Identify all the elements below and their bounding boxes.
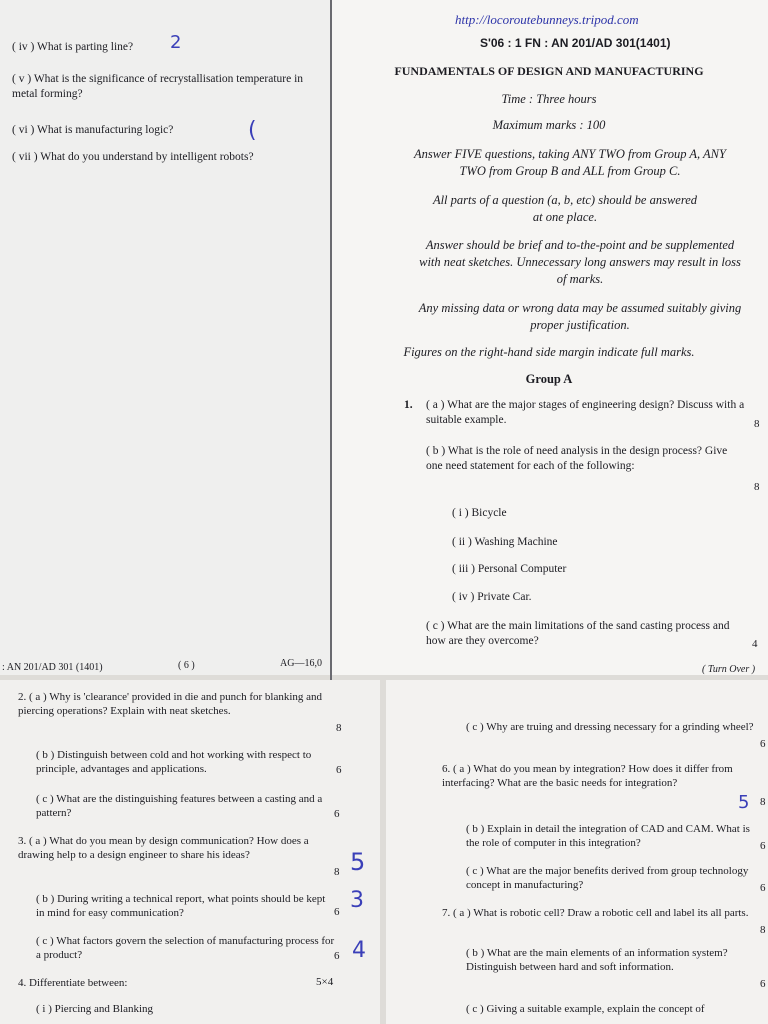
marks: 8 <box>760 796 766 808</box>
handwritten-mark: ( <box>248 118 257 143</box>
time-allowed: Time : Three hours <box>501 92 597 106</box>
handwritten-score: 5 <box>738 792 750 813</box>
question-1a: ( a ) What are the major stages of engineering design? Discuss with a suitable example. <box>426 399 745 426</box>
marks: 6 <box>334 808 340 820</box>
instruction-2: All parts of a question (a, b, etc) should be answered at one place. <box>432 193 698 224</box>
handwritten-url: http://locoroutebunneys.tripod.com <box>455 12 639 27</box>
marks: 5×4 <box>316 976 334 988</box>
question-1b: ( b ) What is the role of need analysis in the design process? Give one need statement for each of the following: <box>426 445 728 472</box>
handwritten-mark: 2 <box>170 32 182 53</box>
instruction-1: Answer FIVE questions, taking ANY TWO from Group A, ANY TWO from Group B and ALL from Group C. <box>414 147 726 178</box>
footer-code: : AN 201/AD 301 (1401) <box>2 662 103 673</box>
marks: 8 <box>754 418 760 430</box>
question-6c: ( c ) What are the major benefits derived from group technology concept in manufacturing? <box>466 865 749 891</box>
marks: 6 <box>760 738 766 750</box>
paper-title: FUNDAMENTALS OF DESIGN AND MANUFACTURING <box>394 64 704 78</box>
group-a-heading: Group A <box>525 372 573 386</box>
option-iv: ( iv ) Private Car. <box>452 591 532 603</box>
marks: 6 <box>336 764 342 776</box>
option-iii: ( iii ) Personal Computer <box>452 563 567 575</box>
question-2b: ( b ) Distinguish between cold and hot working with respect to principle, advantages and applications. <box>36 749 312 775</box>
marks: 8 <box>334 866 340 878</box>
bottom-left-page <box>0 680 380 1024</box>
option-i: ( i ) Bicycle <box>452 507 507 519</box>
page-fold-divider <box>330 0 332 680</box>
marks: 6 <box>760 840 766 852</box>
turn-over: ( Turn Over ) <box>702 664 756 675</box>
bottom-right-page <box>386 680 768 1024</box>
top-right-page <box>330 0 768 675</box>
question-5c: ( c ) Why are truing and dressing necessary for a grinding wheel? <box>466 721 754 733</box>
marks: 6 <box>334 950 340 962</box>
marks: 8 <box>754 481 760 493</box>
question-7c: ( c ) Giving a suitable example, explain the concept of <box>466 1003 705 1015</box>
question-1-number: 1. <box>404 399 413 411</box>
question-7a: 7. ( a ) What is robotic cell? Draw a robotic cell and label its all parts. <box>442 907 749 919</box>
instruction-4: Any missing data or wrong data may be assumed suitably giving proper justification. <box>418 301 742 332</box>
instruction-3: Answer should be brief and to-the-point and be supplemented with neat sketches. Unnecessary long answers may result in loss of marks. <box>419 238 741 286</box>
question-2c: ( c ) What are the distinguishing features between a casting and a pattern? <box>36 793 323 819</box>
marks: 6 <box>760 882 766 894</box>
marks: 6 <box>760 978 766 990</box>
question-7b: ( b ) What are the main elements of an information system? Distinguish between hard and soft information. <box>466 947 728 973</box>
marks: 4 <box>752 638 758 650</box>
marks: 8 <box>336 722 342 734</box>
instruction-5: Figures on the right-hand side margin indicate full marks. <box>403 345 695 359</box>
question-vi: ( vi ) What is manufacturing logic? <box>12 124 174 136</box>
maximum-marks: Maximum marks : 100 <box>492 118 606 132</box>
question-4-i: ( i ) Piercing and Blanking <box>36 1003 154 1015</box>
page-number: ( 6 ) <box>178 660 195 671</box>
question-vii: ( vii ) What do you understand by intelligent robots? <box>12 151 254 163</box>
question-1c: ( c ) What are the main limitations of the sand casting process and how are they overcome? <box>426 620 730 647</box>
question-3b: ( b ) During writing a technical report, what points should be kept in mind for easy communication? <box>36 893 326 919</box>
question-6a: 6. ( a ) What do you mean by integration? How does it differ from interfacing? What are the basic needs for integration? <box>442 763 733 789</box>
ag-code: AG—16,0 <box>280 658 322 669</box>
handwritten-score: 3 <box>350 888 364 913</box>
option-ii: ( ii ) Washing Machine <box>452 536 558 548</box>
question-v: ( v ) What is the significance of recrystallisation temperature in metal forming? <box>12 73 304 100</box>
marks: 8 <box>760 924 766 936</box>
handwritten-score: 4 <box>352 938 366 963</box>
question-2a: 2. ( a ) Why is 'clearance' provided in die and punch for blanking and piercing operations? Explain with neat sketches. <box>18 691 323 717</box>
question-iv: ( iv ) What is parting line? <box>12 41 134 53</box>
top-left-page <box>0 0 330 675</box>
question-4: 4. Differentiate between: <box>18 977 128 989</box>
handwritten-score: 5 <box>350 848 366 876</box>
paper-code: S'06 : 1 FN : AN 201/AD 301(1401) <box>480 36 671 50</box>
question-6b: ( b ) Explain in detail the integration of CAD and CAM. What is the role of computer in this integration? <box>466 823 750 849</box>
question-3c: ( c ) What factors govern the selection of manufacturing process for a product? <box>36 935 335 961</box>
question-3a: 3. ( a ) What do you mean by design communication? How does a drawing help to a design engineer to share his ideas? <box>18 835 309 861</box>
marks: 6 <box>334 906 340 918</box>
